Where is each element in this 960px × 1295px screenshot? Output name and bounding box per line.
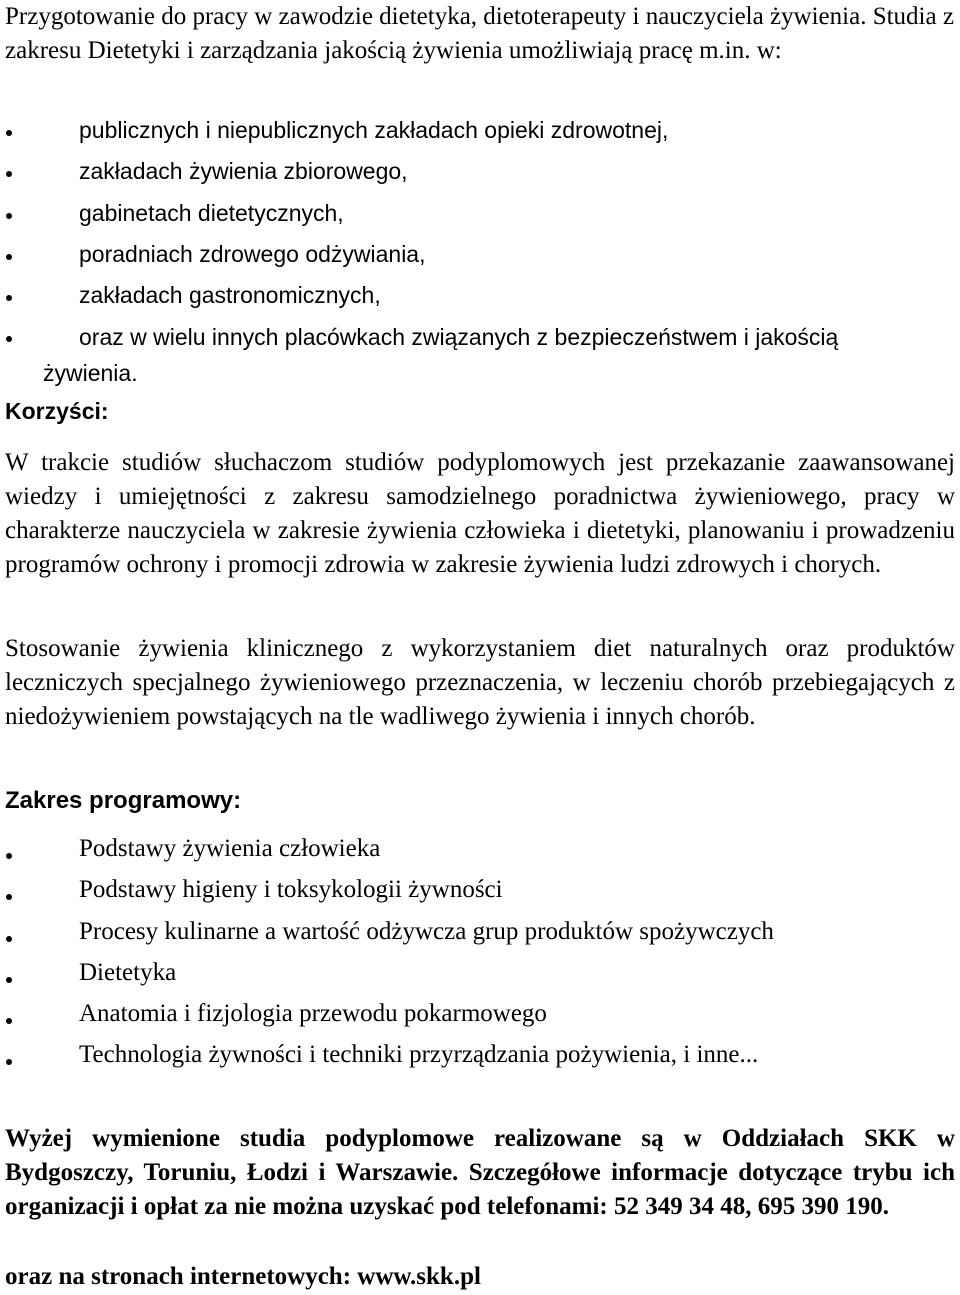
program-list — [0, 828, 960, 1076]
website-line: oraz na stronach internetowych: www.skk.pl — [5, 1263, 481, 1290]
list-item-text: Dietetyka — [79, 958, 177, 986]
list-item-text: oraz w wielu innych placówkach związanych z bezpieczeństwem i jakością żywienia. — [43, 324, 839, 387]
list-item — [0, 952, 960, 993]
list-item — [0, 993, 960, 1034]
list-item — [0, 151, 960, 192]
list-item — [0, 275, 960, 316]
list-item-text: zakładach gastronomicznych, — [79, 282, 381, 309]
list-item-text: poradniach zdrowego odżywiania, — [79, 240, 426, 267]
list-item-text: gabinetach dietetycznych, — [79, 199, 344, 226]
bullet-icon — [6, 254, 12, 260]
bullet-icon — [6, 130, 12, 136]
list-item — [0, 193, 960, 234]
bullet-icon — [6, 977, 12, 983]
list-item — [0, 911, 960, 952]
list-item-text: Podstawy żywienia człowieka — [79, 835, 381, 862]
benefits-heading: Korzyści: — [5, 398, 109, 424]
intro-paragraph: Przygotowanie do pracy w zawodzie dietetyka, dietoterapeuty i nauczyciela żywienia. Studia z zakresu Dietetyki i zarządzania jakością żywienia umożliwiają pracę m.in. w: — [5, 3, 954, 64]
list-item — [0, 1034, 960, 1075]
list-item — [0, 110, 960, 151]
closing-paragraph: Wyżej wymienione studia podyplomowe realizowane są w Oddziałach SKK w Bydgoszczy, Toruniu, Łodzi i Warszawie. Szczegółowe informacje dotyczące trybu ich organizacji i opłat za nie można uzyskać pod telefonami: 52 349 34 48, 695 390 190. — [5, 1125, 955, 1220]
benefits-paragraph-2: Stosowanie żywienia klinicznego z wykorzystaniem diet naturalnych oraz produktów leczniczych specjalnego żywieniowego przeznaczenia, w leczeniu chorób przebiegających z niedożywieniem powstających na tle wadliwego żywienia i innych chorób. — [5, 635, 955, 730]
bullet-icon — [6, 853, 12, 859]
bullet-icon — [6, 936, 12, 942]
list-item-text: zakładach żywienia zbiorowego, — [79, 158, 408, 185]
program-heading: Zakres programowy: — [5, 787, 242, 814]
list-item — [0, 316, 960, 391]
list-item — [0, 828, 960, 869]
list-item-text: Procesy kulinarne a wartość odżywcza grup produktów spożywczych — [79, 917, 774, 945]
list-item-text: Podstawy higieny i toksykologii żywności — [79, 876, 503, 904]
list-item-text: Anatomia i fizjologia przewodu pokarmowego — [79, 1000, 547, 1028]
bullet-icon — [6, 213, 12, 219]
list-item — [0, 234, 960, 275]
benefits-paragraph-1: W trakcie studiów słuchaczom studiów podyplomowych jest przekazanie zaawansowanej wiedzy i umiejętności z zakresu samodzielnego poradnictwa żywieniowego, pracy w charakterze nauczyciela w zakresie żywienia człowieka i dietetyki, planowaniu i prowadzeniu programów ochrony i promocji zdrowia w zakresie żywienia ludzi zdrowych i chorych. — [5, 449, 955, 578]
list-item — [0, 869, 960, 910]
list-item-text: Technologia żywności i techniki przyrządzania pożywienia, i inne... — [79, 1041, 759, 1069]
list-item-text: publicznych i niepublicznych zakładach opieki zdrowotnej, — [79, 117, 669, 143]
workplaces-list — [0, 110, 960, 391]
